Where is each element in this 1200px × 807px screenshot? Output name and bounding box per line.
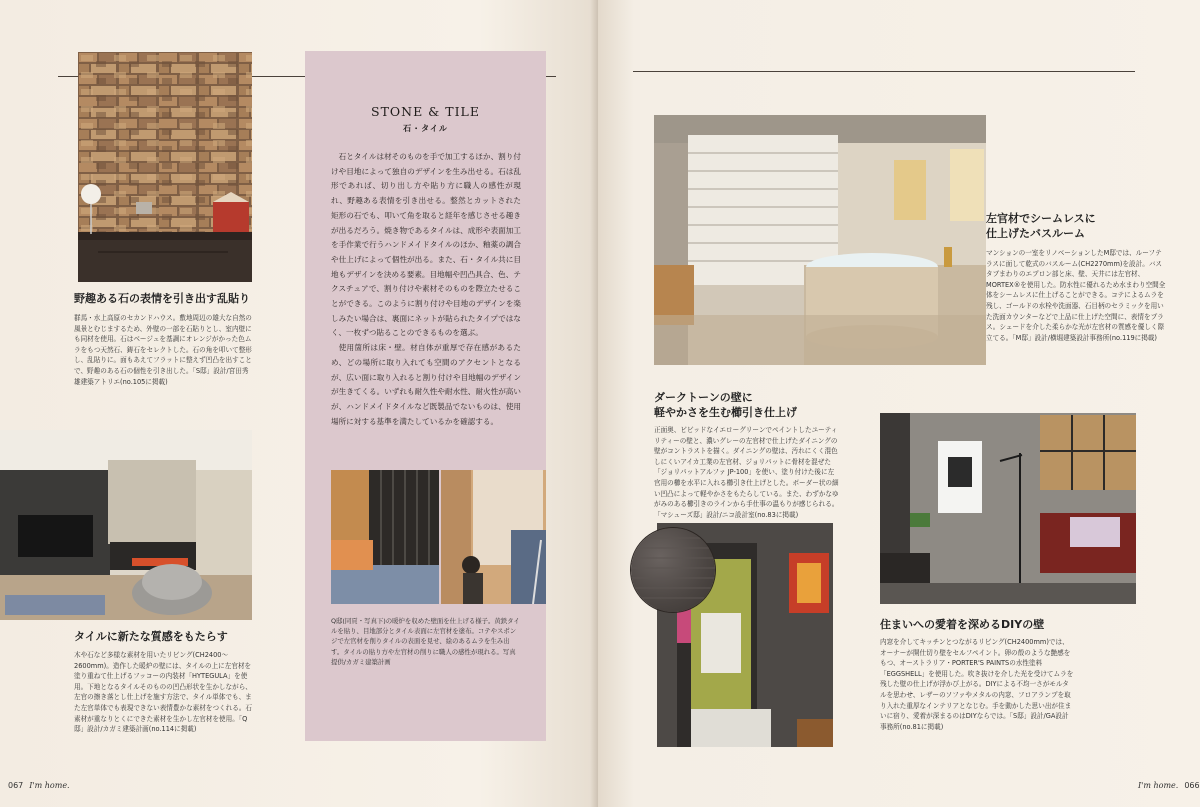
diy-living-photo xyxy=(880,413,1136,604)
caption-body: 群馬・水上高原のセカンドハウス。敷地周辺の雄大な自然の風景とむじまするため、外壁の一部を石貼りとし、室内壁にも同材を使用。石はベージュを基調にオレンジがかった色ムラをもつ天然石、鋳石をセレクトした。石の角を叩いて整形し、乱貼りに。面もあえてフラットに整えず凹凸を出すことで、野趣のある石の個性を引き出した。「S邸」設計/宮田秀雄建築アトリエ(no.105に掲載) xyxy=(74,314,252,386)
magazine-logo: I'm home. xyxy=(29,781,70,790)
caption-title-line: 仕上げたバスルーム xyxy=(986,227,1085,240)
left-page xyxy=(0,0,598,807)
section-intro xyxy=(331,150,521,429)
living-room-photo xyxy=(0,430,252,620)
magazine-logo: I'm home. xyxy=(1138,781,1179,790)
caption-title: 住まいへの愛着を深めるDIYの壁 xyxy=(880,618,1045,631)
page-number: 066 xyxy=(1184,781,1200,790)
intro-paragraph: 石とタイルは材そのものを手で加工するほか、割り付けや目地によって独自のデザインを生み出せる。石は乱形であれば、切り出し方や貼り方に職人の感性が現れ、野趣ある表情を引き出せる。整然とカットされた矩形の石でも、叩いて角を取ると経年を感じさせる趣きが出るだろう。焼き物であるタイルは、成形や表面加工を手作業で行うハンドメイドタイルのほか、釉薬の調合や仕上げによって個性が出る。また、石・タイル共に目地もデザインを決める要素。目地幅や凹凸具合、色、テクスチュアで、割り付けや素材そのものを際立たせることができる。このように割り付けや目地のデザインを楽しみたい場合は、裏面にネットが貼られたタイプではなく、一枚ずつ貼ることのできるものを選ぶ。 xyxy=(331,152,521,338)
page-number: 067 xyxy=(8,781,24,790)
top-rule xyxy=(633,71,1135,72)
section-title: STONE & TILE xyxy=(371,104,480,119)
caption-title xyxy=(986,211,1166,241)
caption-body: 内窓を介してキッチンとつながるリビング(CH2400mm)では、オーナーが開仕切り壁をセルフペイント。卵の殻のような艶感をもつ、オーストラリア・PORTER'S PAINTSの水性塗料「EGGSHELL」を使用した。吹き抜けを介した光を受けてムラを残した壁の仕上げが浮かび上がる。DIYによる不均一さがモルタルを思わせ、レザーのソファやメタルの内窓、フロアランプを取り入れた重厚なインテリアとなじむ。手を動かした思い出が住まいに宿り、愛着が深まるのはDIYならでは。「S邸」設計/GA設計事務所(no.81に掲載) xyxy=(880,638,1074,731)
caption-body: 木や石など多様な素材を用いたリビング(CH2400〜2600mm)。造作した暖炉の壁には、タイルの上に左官材を塗り重ねて仕上げるフッコーの内装材「HYTEGULA」を使用。下地となるタイルそのものの凹凸形状を生かしながら、左官の擦き落とし仕上げを施す方法で、タイル単体でも、また左官単体でも表現できない表情豊かな素材をつくれる。石素材が重なりとくにできた素材を生かし左官材を使用。「Q邸」設計/カガミ建築計画(no.114に掲載) xyxy=(74,651,253,734)
caption-body: マンションの一室をリノベーションしたM邸では、ルーフテラスに面して乾式のバスルーム(CH2270mm)を設計。バスタブまわりのエプロン部と床、壁、天井には左官材、MORTEX®を使用した。防水性に優れるため水まわり空間全体をシームレスに仕上げることができる。コテによるムラを残し、ゴールドの水栓や洗面器、石目柄のセラミックを用いた洗面カウンターなどで上品に仕上げた空間に、表情をプラス。シェードを介した柔らかな光が左官材の質感を優しく際立てる。「M邸」設計/横堀建築設計事務所(no.119に掲載) xyxy=(986,249,1166,342)
caption-title-line: ダークトーンの壁に xyxy=(654,391,753,404)
process-caption: Q邸(同頁・写真下)の暖炉を収めた壁面を仕上げる様子。黄鉄タイルを貼り、目地部分とタイル表面に左官材を塗布。コテやスポンジで左官材を削りタイルの表面を見せ、絵のあるムラを生み出す。タイルの貼り方や左官材の削りに職人の感性が現れる。写真提供/カガミ建築計画 xyxy=(331,617,520,666)
section-subtitle: 石・タイル xyxy=(403,124,448,133)
wall-texture-swatch xyxy=(631,528,715,612)
caption-title: 野趣ある石の表情を引き出す乱貼り xyxy=(74,292,250,305)
caption-title: タイルに新たな質感をもたらす xyxy=(74,630,228,643)
right-page xyxy=(598,0,1200,807)
tile-process-photo xyxy=(441,470,546,604)
tile-process-photo xyxy=(331,470,439,604)
intro-paragraph: 使用箇所は床・壁。材自体が重厚で存在感があるため、どの場所に取り入れても空間のアクセントとなるが、広い面に取り入れると割り付けや目地幅のデザインが生きてくる。いずれも耐久性や耐水性、耐火性が高いが、ハンドメイドタイルなど既製品でないものは、使用場所に対する基準を満たしているかを確認する。 xyxy=(331,343,521,426)
caption-title xyxy=(654,390,854,420)
stone-wall-photo xyxy=(78,52,252,282)
caption-body: 正面奥、ビビッドなイエローグリーンでペイントしたユーティリティーの壁と、濃いグレーの左官材で仕上げたダイニングの壁がコントラストを描く。ダイニングの壁は、汚れにくく混色しにくいアイカ工業の左官材、ジョリパットに骨材を混ぜた「ジョリパットアルファ JP-100」を使い、塗り付けた後に左官用の櫛を水平に入れる櫛引き仕上げとした。ボーダー状の細い凹凸によって軽やかさをもたらしている。また、わずかなゆがみのある櫛引きのラインから手仕事の温もりが感じられる。「マシューズ邸」設計/ニコ設計室(no.83に掲載) xyxy=(654,426,839,519)
caption-title-line: 左官材でシームレスに xyxy=(986,212,1096,225)
folio-left xyxy=(8,781,76,790)
caption-title-line: 軽やかさを生む櫛引き仕上げ xyxy=(654,406,797,419)
bathroom-photo xyxy=(654,115,986,365)
folio-right xyxy=(1132,781,1200,790)
